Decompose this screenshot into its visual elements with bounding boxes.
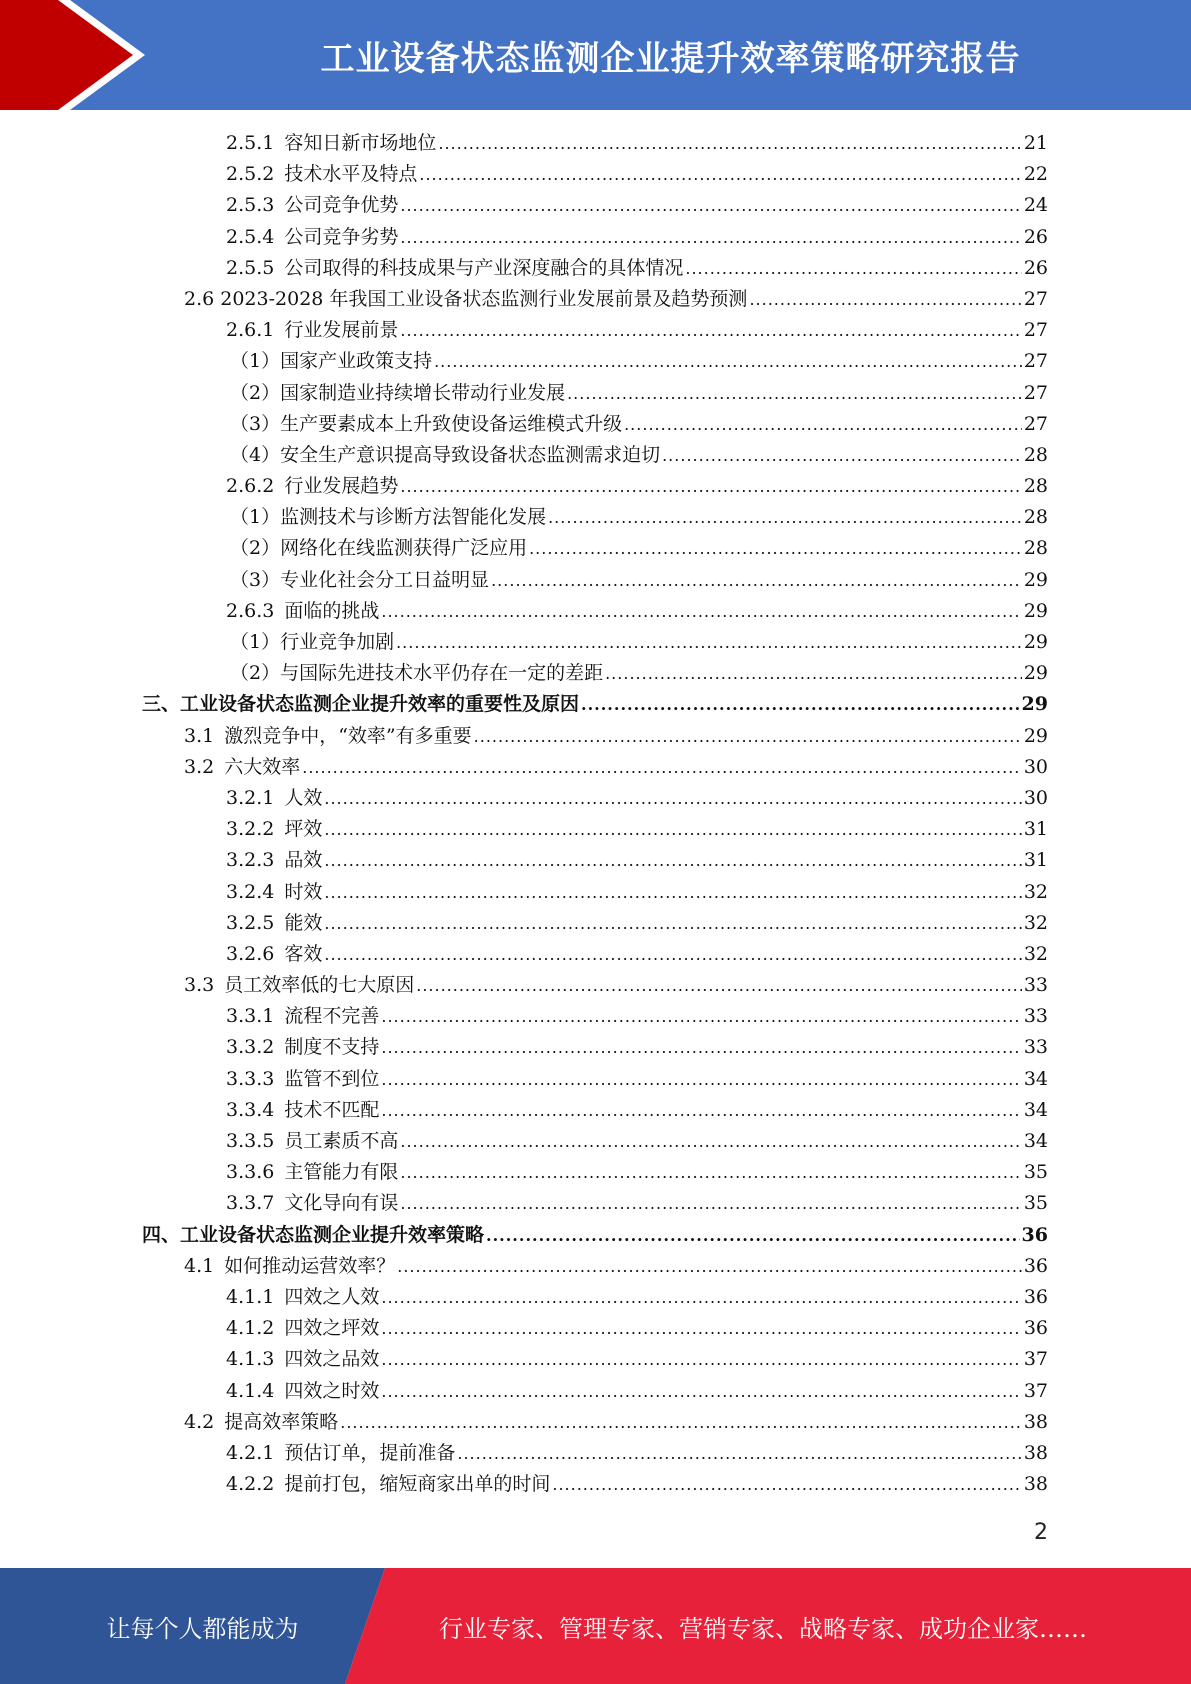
toc-entry-label [230,440,662,471]
toc-entry-label [226,783,324,814]
page-footer [0,1568,1191,1684]
toc-dot-leader [491,565,1022,596]
toc-dot-leader [419,159,1021,190]
toc-entry-title: 四效之坪效 [284,1317,380,1340]
toc-entry-label [226,596,381,627]
toc-entry-page: 32 [1023,880,1048,903]
toc-entry-number: 3.3.4 [226,1098,275,1121]
toc-dot-leader [400,1157,1021,1188]
toc-entry-page: 29 [1023,724,1048,747]
toc-entry-label [226,315,400,346]
toc-entry-page: 32 [1023,942,1048,965]
toc-entry-title: 流程不完善 [284,1005,380,1028]
toc-entry-title: 四效之时效 [284,1379,380,1402]
toc-entry[interactable] [226,190,1048,221]
toc-entry-label [226,1157,400,1188]
toc-entry-number: 3.3.5 [226,1130,275,1152]
toc-entry-label [226,908,324,939]
toc-entry[interactable] [230,502,1048,533]
toc-entry-title: 品效 [284,849,323,872]
toc-entry-page: 28 [1023,537,1048,560]
toc-entry-label [226,814,324,845]
toc-entry-page: 36 [1023,1254,1048,1277]
toc-entry-title: （2）国家制造业持续增长带动行业发展 [230,381,566,404]
toc-dot-leader [486,1220,1020,1251]
toc-entry-title: （2）网络化在线监测获得广泛应用 [230,537,528,560]
toc-dot-leader [400,471,1021,502]
toc-entry-number: 3.3 [184,974,215,997]
toc-entry-page: 26 [1023,256,1048,279]
toc-entry-title: 能效 [284,911,323,934]
toc-entry-page: 36 [1023,1317,1048,1340]
toc-entry-title: 2.6 2023-2028 年我国工业设备状态监测行业发展前景及趋势预测 [184,287,748,310]
toc-entry-label [184,1251,397,1282]
toc-entry[interactable] [226,845,1048,876]
footer-slogan-right: 行业专家、管理专家、营销专家、战略专家、成功企业家…… [439,1614,1087,1643]
toc-entry[interactable] [230,378,1048,409]
toc-entry-title: 面临的挑战 [284,599,380,622]
toc-entry-number: 3.2.3 [226,849,275,872]
toc-entry-page: 24 [1023,194,1048,217]
toc-entry-label [226,1095,381,1126]
toc-entry-number: 4.1.3 [226,1348,275,1371]
table-of-contents [0,128,1191,1500]
toc-entry-page: 29 [1023,568,1048,591]
toc-entry-number: 3.2 [184,755,215,778]
toc-entry[interactable] [226,1064,1048,1095]
toc-entry-label [142,689,581,720]
toc-entry-number: 3.2.6 [226,942,275,965]
toc-entry[interactable] [226,1282,1048,1313]
toc-entry-title: 三、工业设备状态监测企业提升效率的重要性及原因 [142,693,580,716]
toc-dot-leader [400,1188,1021,1219]
toc-entry-label [226,1313,381,1344]
toc-entry-title: 提前打包，缩短商家出单的时间 [284,1473,551,1496]
toc-entry[interactable] [230,658,1048,689]
toc-entry-title: 人效 [284,786,323,809]
toc-entry-title: 监管不到位 [284,1067,380,1090]
toc-entry-page: 22 [1023,163,1048,186]
toc-entry-number: 3.2.1 [226,786,275,809]
toc-entry[interactable] [226,1313,1048,1344]
toc-dot-leader [324,908,1021,939]
toc-entry-page: 27 [1023,287,1048,310]
toc-entry-label [230,346,434,377]
toc-dot-leader [381,1095,1021,1126]
toc-dot-leader [552,1469,1021,1500]
footer-slogan-left: 让每个人都能成为 [106,1614,299,1643]
toc-entry-title: 如何推动运营效率？ [224,1254,396,1277]
toc-dot-leader [605,658,1022,689]
toc-dot-leader [400,1126,1021,1157]
toc-entry-title: 客效 [284,942,323,965]
toc-entry-page: 32 [1023,911,1048,934]
toc-dot-leader [457,1438,1021,1469]
toc-entry-page: 21 [1023,132,1048,154]
toc-entry-title: 行业发展前景 [284,319,399,342]
toc-entry-label [226,1438,457,1469]
toc-entry-number: 3.2.2 [226,818,275,841]
toc-entry-number: 2.5.4 [226,225,275,248]
toc-dot-leader [396,627,1022,658]
page-number: 2 [1034,1520,1048,1545]
toc-entry[interactable] [226,315,1048,346]
toc-entry[interactable] [226,1376,1048,1407]
toc-entry-page: 33 [1023,1036,1048,1059]
toc-entry-page: 30 [1023,755,1048,778]
toc-dot-leader [749,284,1021,315]
toc-dot-leader [685,253,1021,284]
toc-entry-title: 文化导向有误 [284,1192,399,1215]
toc-entry-label [184,1407,340,1438]
toc-entry-label [226,253,685,284]
toc-entry[interactable] [230,346,1048,377]
toc-entry-page: 27 [1023,381,1048,404]
toc-entry-label [226,128,438,159]
toc-entry[interactable] [226,222,1048,253]
toc-entry-title: 提高效率策略 [224,1410,339,1433]
toc-dot-leader [381,596,1021,627]
toc-entry-title: 行业发展趋势 [284,475,399,498]
toc-dot-leader [324,845,1021,876]
toc-entry-page: 31 [1023,849,1048,872]
toc-entry-title: 四效之品效 [284,1348,380,1371]
toc-entry-page: 34 [1023,1098,1048,1121]
toc-dot-leader [400,222,1021,253]
toc-entry[interactable] [226,159,1048,190]
toc-entry-title: （4）安全生产意识提高导致设备状态监测需求迫切 [230,443,661,466]
toc-entry-number: 3.2.4 [226,880,275,903]
toc-dot-leader [581,689,1020,720]
toc-entry[interactable] [230,565,1048,596]
toc-entry-title: 坪效 [284,818,323,841]
toc-entry-label [226,877,324,908]
toc-entry-title: 四效之人效 [284,1285,380,1308]
toc-entry-label [226,1282,381,1313]
toc-dot-leader [438,128,1021,159]
toc-dot-leader [416,970,1022,1001]
toc-entry-number: 3.3.1 [226,1005,275,1028]
toc-entry-number: 3.3.3 [226,1067,275,1090]
toc-dot-leader [381,1376,1021,1407]
toc-entry-number: 4.2 [184,1410,215,1433]
toc-entry-number: 4.1.2 [226,1317,275,1340]
toc-dot-leader [340,1407,1022,1438]
toc-entry-label [226,1126,400,1157]
toc-entry[interactable] [230,440,1048,471]
toc-entry[interactable] [142,689,1048,720]
toc-entry[interactable] [226,814,1048,845]
toc-entry[interactable] [226,1126,1048,1157]
toc-entry-number: 4.1 [184,1254,215,1277]
toc-entry[interactable] [184,284,1048,315]
toc-dot-leader [397,1251,1022,1282]
toc-entry-label [184,721,474,752]
toc-entry[interactable] [184,721,1048,752]
toc-entry[interactable] [226,1438,1048,1469]
toc-entry[interactable] [226,1157,1048,1188]
toc-entry-number: 2.5.3 [226,194,275,217]
toc-entry-page: 37 [1023,1379,1048,1402]
toc-entry[interactable] [226,877,1048,908]
toc-dot-leader [381,1313,1021,1344]
toc-dot-leader [324,814,1021,845]
toc-entry[interactable] [184,752,1048,783]
toc-entry-number: 3.3.7 [226,1192,275,1215]
toc-entry-title: 六大效率 [224,755,301,778]
toc-entry-page: 38 [1023,1473,1048,1496]
toc-entry-label [226,1032,381,1063]
toc-entry-number: 3.3.2 [226,1036,275,1059]
toc-dot-leader [567,378,1022,409]
toc-entry-page: 38 [1023,1410,1048,1433]
page-header [0,0,1191,110]
toc-entry-label [226,845,324,876]
toc-entry[interactable] [226,1032,1048,1063]
toc-entry-page: 29 [1023,662,1048,685]
toc-entry-label [226,1064,381,1095]
toc-entry-label [230,627,396,658]
toc-entry[interactable] [142,1220,1048,1251]
toc-entry-title: 公司取得的科技成果与产业深度融合的具体情况 [284,256,684,279]
toc-entry-label [230,533,529,564]
toc-entry-page: 33 [1023,1005,1048,1028]
toc-entry[interactable] [184,1407,1048,1438]
toc-entry[interactable] [226,1344,1048,1375]
toc-entry-number: 2.5.2 [226,163,275,186]
toc-dot-leader [548,502,1022,533]
toc-entry-title: 公司竞争优势 [284,194,399,217]
toc-entry-page: 30 [1023,786,1048,809]
toc-entry-title: （1）国家产业政策支持 [230,350,433,373]
toc-dot-leader [400,190,1021,221]
toc-entry-page: 28 [1023,506,1048,529]
toc-dot-leader [381,1064,1021,1095]
toc-entry-title: 员工素质不高 [284,1130,399,1152]
toc-entry[interactable] [230,533,1048,564]
toc-entry-number: 2.6.3 [226,599,275,622]
toc-entry-page: 34 [1023,1067,1048,1090]
toc-entry-label [226,190,400,221]
toc-entry[interactable] [226,908,1048,939]
toc-entry[interactable] [226,596,1048,627]
toc-entry-label [184,970,416,1001]
toc-dot-leader [302,752,1022,783]
toc-entry-page: 28 [1023,443,1048,466]
toc-entry-page: 35 [1023,1192,1048,1215]
toc-entry-page: 36 [1023,1285,1048,1308]
toc-entry-number: 2.6.2 [226,475,275,498]
toc-entry-page: 34 [1023,1130,1048,1152]
toc-entry-page: 37 [1023,1348,1048,1371]
toc-entry-label [230,565,491,596]
toc-entry-label [230,378,567,409]
toc-entry-title: 技术不匹配 [284,1098,380,1121]
toc-entry-page: 36 [1021,1223,1048,1246]
toc-entry[interactable] [226,939,1048,970]
toc-entry[interactable] [230,627,1048,658]
toc-entry-number: 2.6.1 [226,319,275,342]
toc-entry[interactable] [184,970,1048,1001]
toc-entry[interactable] [226,128,1048,159]
toc-entry-title: （1）监测技术与诊断方法智能化发展 [230,506,547,529]
toc-entry-page: 28 [1023,475,1048,498]
toc-entry-label [226,471,400,502]
toc-entry[interactable] [226,1469,1048,1500]
toc-entry-label [226,1344,381,1375]
toc-entry-page: 35 [1023,1161,1048,1184]
toc-entry-label [230,502,548,533]
toc-entry[interactable] [226,1001,1048,1032]
toc-entry-label [230,658,605,689]
toc-dot-leader [324,939,1021,970]
toc-entry-label [226,1188,400,1219]
toc-entry-title: 预估订单，提前准备 [284,1441,456,1464]
toc-entry-page: 29 [1021,693,1048,716]
toc-entry-title: （3）生产要素成本上升致使设备运维模式升级 [230,412,623,435]
toc-entry[interactable] [230,409,1048,440]
toc-entry[interactable] [184,1251,1048,1282]
toc-entry-page: 26 [1023,225,1048,248]
toc-entry-title: （2）与国际先进技术水平仍存在一定的差距 [230,662,604,685]
toc-dot-leader [381,1032,1021,1063]
toc-entry-number: 2.5.1 [226,132,275,154]
toc-dot-leader [400,315,1021,346]
toc-entry-label [226,1469,552,1500]
toc-entry-number: 3.2.5 [226,911,275,934]
toc-entry-label [184,752,302,783]
toc-entry-label [226,159,419,190]
toc-entry[interactable] [226,253,1048,284]
toc-entry-number: 4.1.4 [226,1379,275,1402]
toc-entry-label [142,1220,486,1251]
toc-dot-leader [324,877,1021,908]
toc-entry-title: 四、工业设备状态监测企业提升效率策略 [142,1223,485,1246]
toc-entry-title: 员工效率低的七大原因 [224,974,415,997]
toc-dot-leader [529,533,1022,564]
toc-entry-label [226,1376,381,1407]
toc-entry-number: 3.3.6 [226,1161,275,1184]
toc-entry-page: 31 [1023,818,1048,841]
toc-dot-leader [662,440,1022,471]
toc-dot-leader [381,1344,1021,1375]
toc-entry-title: 技术水平及特点 [284,163,418,186]
toc-entry[interactable] [226,1095,1048,1126]
toc-entry-number: 2.5.5 [226,256,275,279]
toc-entry-page: 33 [1023,974,1048,997]
toc-entry-page: 29 [1023,599,1048,622]
toc-entry-label [226,939,324,970]
toc-entry-label [230,409,624,440]
toc-entry-page: 27 [1023,350,1048,373]
report-title: 工业设备状态监测企业提升效率策略研究报告 [320,38,1021,79]
toc-dot-leader [474,721,1022,752]
toc-entry-page: 27 [1023,412,1048,435]
toc-entry-title: 制度不支持 [284,1036,380,1059]
toc-dot-leader [381,1282,1021,1313]
toc-entry-title: 主管能力有限 [284,1161,399,1184]
toc-entry[interactable] [226,1188,1048,1219]
toc-entry-number: 4.2.2 [226,1473,275,1496]
toc-entry-title: （3）专业化社会分工日益明显 [230,568,490,591]
toc-entry-page: 27 [1023,319,1048,342]
toc-dot-leader [324,783,1021,814]
toc-entry-title: 公司竞争劣势 [284,225,399,248]
toc-entry[interactable] [226,783,1048,814]
toc-entry-label [226,222,400,253]
toc-entry-title: （1）行业竞争加剧 [230,631,395,653]
toc-dot-leader [434,346,1022,377]
toc-entry-number: 3.1 [184,724,215,747]
toc-entry-page: 38 [1023,1441,1048,1464]
toc-entry-page: 29 [1023,631,1048,653]
toc-entry-title: 激烈竞争中，“效率”有多重要 [224,724,472,747]
toc-entry-number: 4.1.1 [226,1285,275,1308]
toc-dot-leader [624,409,1022,440]
toc-entry-title: 时效 [284,880,323,903]
toc-entry-number: 4.2.1 [226,1441,275,1464]
toc-entry-label [184,284,749,315]
toc-entry[interactable] [226,471,1048,502]
toc-entry-label [226,1001,381,1032]
toc-entry-title: 容知日新市场地位 [284,132,437,154]
toc-dot-leader [381,1001,1021,1032]
